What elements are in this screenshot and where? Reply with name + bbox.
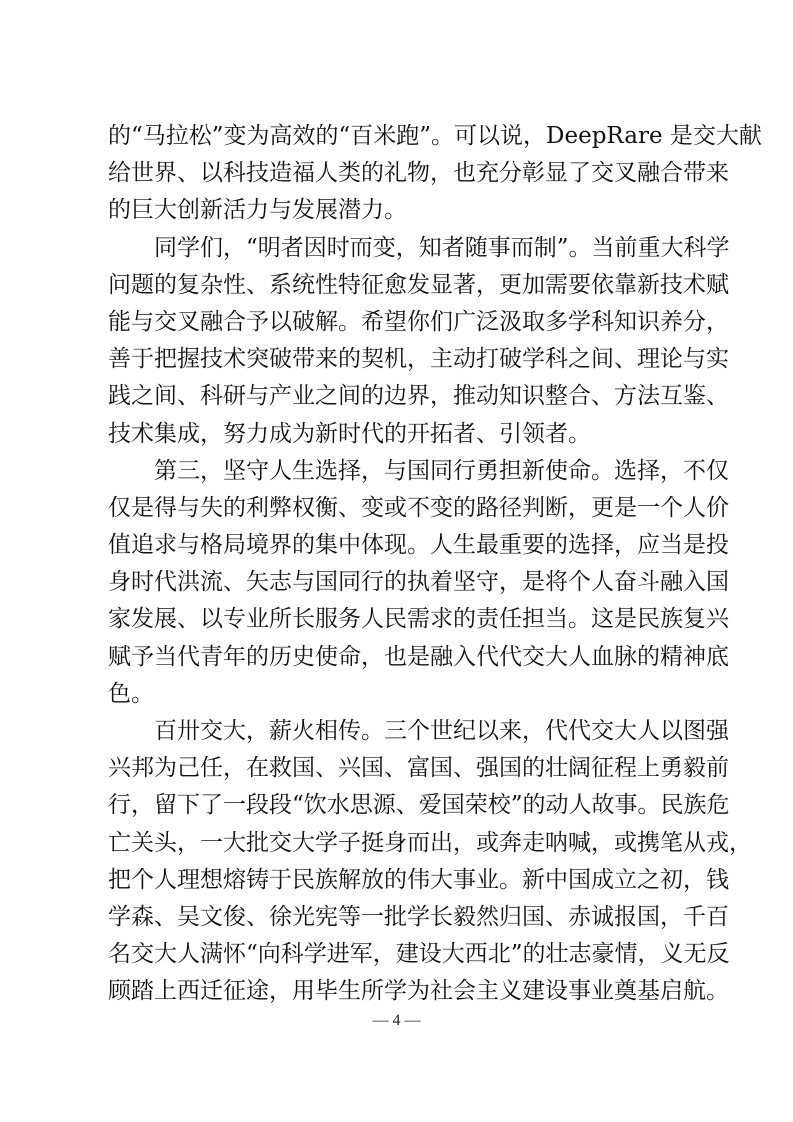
paragraph-2 <box>108 230 730 453</box>
text-line: 善于把握技术突破带来的契机，主动打破学科之间、理论与实 <box>108 346 729 373</box>
text-line: 名交大人满怀“向科学进军，建设大西北”的壮志豪情，义无反 <box>108 941 730 968</box>
text-line: 色。 <box>108 680 154 707</box>
text-line: 亡关头，一大批交大学子挺身而出，或奔走呐喊，或携笔从戎， <box>108 829 752 856</box>
text-line: 给世界、以科技造福人类的礼物，也充分彰显了交叉融合带来 <box>108 160 729 187</box>
text-line: 兴邦为己任，在救国、兴国、富国、强国的壮阔征程上勇毅前 <box>108 755 729 782</box>
paragraph-4 <box>108 713 752 1011</box>
text-line: 同学们，“明者因时而变，知者随事而制”。当前重大科学 <box>154 234 730 261</box>
text-line: 学森、吴文俊、徐光宪等一批学长毅然归国、赤诚报国，千百 <box>108 903 729 930</box>
text-line: 赋予当代青年的历史使命，也是融入代代交大人血脉的精神底 <box>108 643 729 670</box>
paragraph-1 <box>108 118 762 230</box>
text-line: 行，留下了一段段“饮水思源、爱国荣校”的动人故事。民族危 <box>108 792 730 819</box>
text-line: 把个人理想熔铸于民族解放的伟大事业。新中国成立之初，钱 <box>108 866 729 893</box>
text-line: 百卅交大，薪火相传。三个世纪以来，代代交大人以图强 <box>154 718 729 744</box>
page-number: — 4 — <box>372 1012 421 1029</box>
text-line: 顾踏上西迁征途，用毕生所学为社会主义建设事业奠基启航。 <box>108 978 729 1005</box>
text-line: 值追求与格局境界的集中体现。人生最重要的选择，应当是投 <box>108 532 729 559</box>
text-line: 能与交叉融合予以破解。希望你们广泛汲取多学科知识养分， <box>108 308 729 335</box>
text-line: 践之间、科研与产业之间的边界，推动知识整合、方法互鉴、 <box>108 383 729 410</box>
text-line: 家发展、以专业所长服务人民需求的责任担当。这是民族复兴 <box>108 606 729 633</box>
text-line: 仅是得与失的利弊权衡、变或不变的路径判断，更是一个人价 <box>108 494 729 521</box>
text-line: 的“马拉松”变为高效的“百米跑”。可以说，DeepRare 是交大献 <box>108 123 762 149</box>
text-line: 问题的复杂性、系统性特征愈发显著，更加需要依靠新技术赋 <box>108 271 729 298</box>
document-body <box>108 118 762 1011</box>
text-line: 身时代洪流、矢志与国同行的执着坚守，是将个人奋斗融入国 <box>108 569 729 596</box>
paragraph-3 <box>108 453 729 713</box>
text-line: 的巨大创新活力与发展潜力。 <box>108 197 407 224</box>
text-line: 第三，坚守人生选择，与国同行勇担新使命。选择，不仅 <box>154 457 729 484</box>
text-line: 技术集成，努力成为新时代的开拓者、引领者。 <box>108 420 591 447</box>
